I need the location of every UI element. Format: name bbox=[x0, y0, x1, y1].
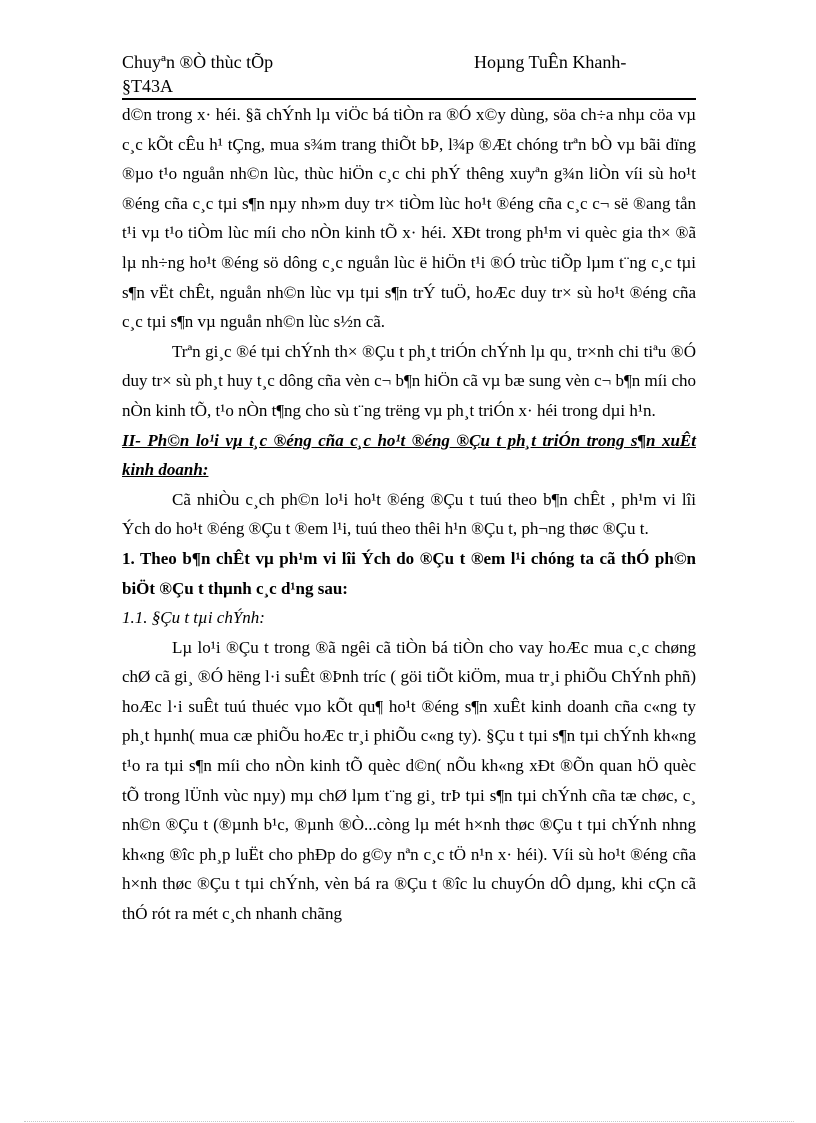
page-bottom-divider bbox=[24, 1121, 794, 1122]
document-body bbox=[122, 100, 696, 929]
section-heading: II- Ph©n lo¹i vµ t¸c ®éng cña c¸c ho¹t ®éng ®Çu t ph¸t triÓn trong s¶n xuÊt kinh doanh: bbox=[122, 430, 696, 480]
header-left bbox=[122, 50, 273, 98]
header-title: Chuyªn ®Ò thùc tÕp bbox=[122, 52, 274, 72]
header-author: Hoµng TuÊn Khanh- bbox=[474, 52, 627, 72]
paragraph-intro-continued: d©n trong x· héi. §ã chÝnh lµ viÖc bá tiÒn ra ®Ó x©y dùng, söa ch÷a nhµ cöa vµ c¸c kÕt cÊu h¹ tÇng, mua s¾m trang thiÕt bÞ, l¾p ®Æt chóng trªn bÒ vµ bãi dïng ®µo t¹o nguån nh©n lùc, thùc hiÖn c¸c chi phÝ thêng xuyªn g¾n liÒn víi sù ho¹t ®éng cña c¸c tµi s¶n nµy nh»m duy tr× tiÒm lùc ho¹t ®éng cña c¸c c¬ së ®ang tån t¹i vµ t¹o tiÒm lùc míi cho nÒn kinh tÕ x· héi. XÐt trong ph¹m vi quèc gia th× ®ã lµ nh÷ng ho¹t ®éng sö dông c¸c nguån lùc ë hiÖn t¹i ®Ó trùc tiÕp lµm t¨ng c¸c tµi s¶n vËt chÊt, nguån nh©n lùc vµ tµi s¶n trÝ tuÖ, hoÆc duy tr× sù ho¹t ®éng cña c¸c tµi s¶n vµ nguån nh©n lùc s½n cã. bbox=[122, 105, 696, 332]
subsection-heading: 1. Theo b¶n chÊt vµ ph¹m vi lîi Ých do ®Çu t ®em l¹i chóng ta cã thÓ ph©n biÖt ®Çu t thµnh c¸c d¹ng sau: bbox=[122, 548, 696, 598]
paragraph-financial-angle: Trªn gi¸c ®é tµi chÝnh th× ®Çu t ph¸t triÓn chÝnh lµ qu¸ tr×nh chi tiªu ®Ó duy tr× sù ph¸t huy t¸c dông cña vèn c¬ b¶n hiÖn cã vµ bæ sung vèn c¬ b¶n míi cho nÒn kinh tÕ, t¹o nÒn t¶ng cho sù t¨ng trëng vµ ph¸t triÓn x· héi trong dµi h¹n. bbox=[122, 341, 696, 420]
paragraph-financial-investment: Lµ lo¹i ®Çu t trong ®ã ngêi cã tiÒn bá tiÒn cho vay hoÆc mua c¸c chøng chØ cã gi¸ ®Ó hëng l·i suÊt ®Þnh tríc ( göi tiÕt kiÖm, mua tr¸i phiÕu ChÝnh phñ) hoÆc l·i suÊt tuú thuéc vµo kÕt qu¶ ho¹t ®éng s¶n xuÊt kinh doanh cña c«ng ty ph¸t hµnh( mua cæ phiÕu hoÆc tr¸i phiÕu c«ng ty). §Çu t tµi s¶n tµi chÝnh kh«ng t¹o ra tµi s¶n míi cho nÒn kinh tÕ quèc d©n( nÕu kh«ng xÐt ®Õn quan hÖ quèc tÕ trong lÜnh vùc nµy) mµ chØ lµm t¨ng gi¸ trÞ tµi s¶n tµi chÝnh cña tæ chøc, c¸ nh©n ®Çu t (®µnh b¹c, ®µnh ®Ò...còng lµ mét h×nh thøc ®Çu t tµi chÝnh nhng kh«ng ®îc ph¸p luËt cho phÐp do g©y nªn c¸c tÖ n¹n x· héi). Víi sù ho¹t ®éng cña h×nh thøc ®Çu t tµi chÝnh, vèn bá ra ®Çu t ®îc lu chuyÓn dÔ dµng, khi cÇn cã thÓ rót ra mét c¸ch nhanh chãng bbox=[122, 637, 696, 924]
paragraph-classification: Cã nhiÒu c¸ch ph©n lo¹i ho¹t ®éng ®Çu t tuú theo b¶n chÊt , ph¹m vi lîi Ých do ho¹t ®éng ®Çu t ®em l¹i, tuú theo thêi h¹n ®Çu t, ph¬ng thøc ®Çu t. bbox=[122, 489, 696, 539]
subsubsection-heading: 1.1. §Çu t tµi chÝnh: bbox=[122, 608, 265, 628]
header-class-code: §T43A bbox=[122, 76, 173, 96]
